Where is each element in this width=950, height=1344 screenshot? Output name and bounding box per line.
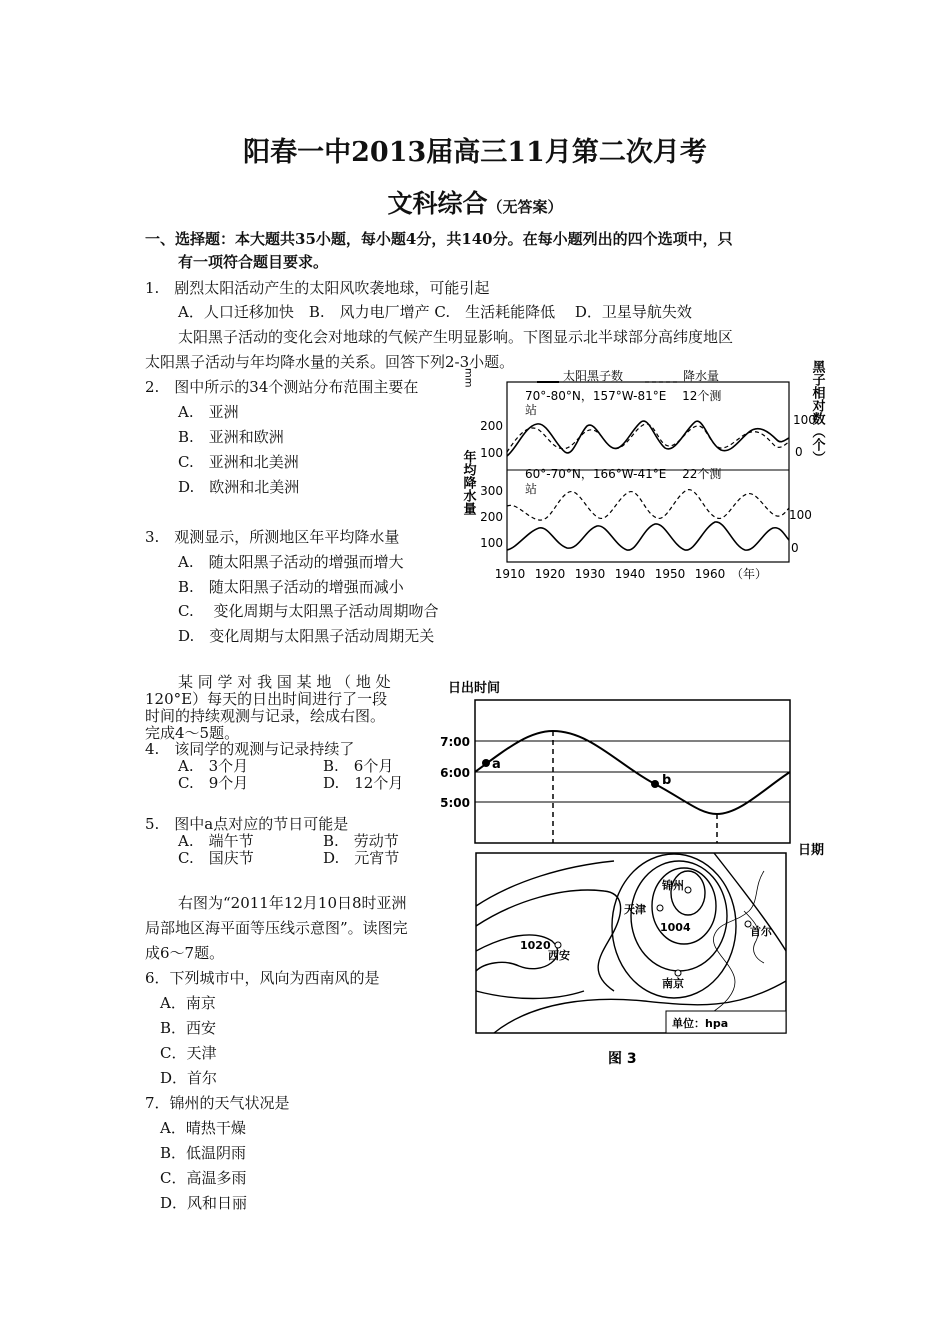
q4-option-b: B. 6个月 xyxy=(323,757,394,775)
fig1-tick-l2-300: 300 xyxy=(480,484,503,498)
q6-stem: 6．下列城市中，风向为西南风的是 xyxy=(145,969,380,987)
q2-option-a: A. 亚洲 xyxy=(178,403,239,421)
fig3-city-jinzhou: 锦州 xyxy=(662,879,684,892)
fig2-ytick-7: 7:00 xyxy=(440,735,470,749)
fig1-panel2-label2: 站 xyxy=(525,482,538,496)
fig3-coastline xyxy=(686,871,764,1033)
q2-stem: 2. 图中所示的34个测站分布范围主要在 xyxy=(145,378,419,396)
fig1-xtick-1930: 1930 xyxy=(574,567,606,581)
page-subtitle xyxy=(0,184,950,220)
fig2-title: 日出时间 xyxy=(448,681,501,696)
fig1-precip-curve-top xyxy=(507,424,789,452)
q1-stem: 1. 剧烈太阳活动产生的太阳风吹袭地球，可能引起 xyxy=(145,279,490,297)
q5-option-a: A. 端午节 xyxy=(178,832,254,850)
intro-6-7-line1: 右图为“2011年12月10日8时亚洲 xyxy=(178,894,407,912)
fig1-tick-l1-100: 100 xyxy=(480,446,503,460)
intro-4-5-line3: 时间的持续观测与记录，绘成右图。 xyxy=(145,707,386,725)
fig2-ytick-6: 6:00 xyxy=(440,766,470,780)
q3-option-d: D. 变化周期与太阳黑子活动周期无关 xyxy=(178,627,435,645)
fig1-ylabel-left-unit: mm xyxy=(462,368,474,388)
fig1-panel2-label: 60°-70°N，166°W-41°E 22个测 xyxy=(525,467,722,481)
fig1-ylabel-left: 年均降水量 xyxy=(460,450,476,515)
q5-option-d: D. 元宵节 xyxy=(323,849,400,867)
section-heading-line2: 有一项符合题目要求。 xyxy=(178,253,329,271)
intro-4-5-line2: 120°E）每天的日出时间进行了一段 xyxy=(145,690,388,708)
q4-option-a: A. 3个月 xyxy=(178,757,249,775)
fig1-panel1-label: 70°-80°N，157°W-81°E 12个测 xyxy=(525,389,722,403)
fig1-tick-r2-0: 0 xyxy=(791,541,799,555)
intro-4-5-line1: 某 同 学 对 我 国 某 地 （ 地 处 xyxy=(178,673,391,691)
fig1-sunspot-curve-bottom xyxy=(507,522,789,550)
q5-option-c: C. 国庆节 xyxy=(178,849,254,867)
q2-option-d: D. 欧洲和北美洲 xyxy=(178,478,300,496)
q7-option-d: D．风和日丽 xyxy=(160,1194,248,1212)
fig1-x-unit: （年） xyxy=(731,567,768,581)
fig1-ylabel-right: 黑子相对数（个） xyxy=(809,360,825,464)
fig1-xtick-1910: 1910 xyxy=(494,567,526,581)
intro-2-3-line2: 太阳黑子活动与年均降水量的关系。回答下列2-3小题。 xyxy=(145,353,515,371)
intro-6-7-line3: 成6～7题。 xyxy=(145,944,225,962)
fig3-city-tianjin: 天津 xyxy=(624,903,646,916)
q7-option-b: B．低温阴雨 xyxy=(160,1144,247,1162)
fig3-city-jinzhou-dot xyxy=(685,887,691,893)
q4-option-c: C. 9个月 xyxy=(178,774,249,792)
q6-option-b: B．西安 xyxy=(160,1019,217,1037)
fig2-point-a xyxy=(482,759,490,767)
q3-option-a: A. 随太阳黑子活动的增强而增大 xyxy=(178,553,404,571)
fig1-tick-l1-200: 200 xyxy=(480,419,503,433)
q5-stem: 5. 图中a点对应的节日可能是 xyxy=(145,815,349,833)
q2-option-c: C. 亚洲和北美洲 xyxy=(178,453,299,471)
fig3-city-nanjing: 南京 xyxy=(662,977,684,990)
intro-2-3-line1: 太阳黑子活动的变化会对地球的气候产生明显影响。下图显示北半球部分高纬度地区 xyxy=(178,328,734,346)
intro-6-7-line2: 局部地区海平面等压线示意图”。读图完 xyxy=(145,919,408,937)
sunspot-precipitation-figure xyxy=(455,360,835,590)
fig3-isobar xyxy=(476,861,614,906)
fig1-legend-sunspot: 太阳黑子数 xyxy=(563,369,624,383)
fig1-tick-l2-200: 200 xyxy=(480,510,503,524)
intro-4-5-line4: 完成4～5题。 xyxy=(145,724,240,742)
fig1-tick-r1-100: 100 xyxy=(793,413,816,427)
fig1-tick-r1-0: 0 xyxy=(795,445,803,459)
q7-stem: 7．锦州的天气状况是 xyxy=(145,1094,290,1112)
fig1-tick-l2-100: 100 xyxy=(480,536,503,550)
fig3-isobar xyxy=(631,861,727,971)
fig1-sunspot-curve-top xyxy=(507,421,789,456)
fig1-xtick-1940: 1940 xyxy=(614,567,646,581)
q3-option-b: B. 随太阳黑子活动的增强而减小 xyxy=(178,578,404,596)
fig1-legend-precip: 降水量 xyxy=(683,369,720,383)
fig3-city-nanjing-dot xyxy=(675,970,681,976)
q4-stem: 4. 该同学的观测与记录持续了 xyxy=(145,740,355,758)
fig3-city-tianjin-dot xyxy=(657,905,663,911)
fig1-xtick-1960: 1960 xyxy=(694,567,726,581)
fig3-city-xian: 西安 xyxy=(548,949,570,962)
fig2-label-b: b xyxy=(662,773,672,788)
q6-option-a: A．南京 xyxy=(160,994,216,1012)
q5-option-b: B. 劳动节 xyxy=(323,832,399,850)
q6-option-c: C．天津 xyxy=(160,1044,217,1062)
q3-option-c: C. 变化周期与太阳黑子活动周期吻合 xyxy=(178,602,439,620)
fig3-value-1020: 1020 xyxy=(520,939,551,952)
fig2-label-a: a xyxy=(492,757,501,772)
fig3-isobar xyxy=(476,991,584,999)
sunrise-time-figure xyxy=(440,676,835,861)
q4-option-d: D. 12个月 xyxy=(323,774,404,792)
fig1-precip-curve-bottom xyxy=(507,490,789,521)
q2-option-b: B. 亚洲和欧洲 xyxy=(178,428,284,446)
fig1-tick-r2-100: 100 xyxy=(789,508,812,522)
fig1-panel1-label2: 站 xyxy=(525,403,538,417)
isobar-map-figure xyxy=(474,851,794,1076)
fig2-x-label: 日期 xyxy=(798,843,825,858)
fig3-city-seoul: 首尔 xyxy=(750,925,772,938)
fig1-xtick-1920: 1920 xyxy=(534,567,566,581)
fig3-unit: 单位：hpa xyxy=(672,1017,729,1030)
page-title: 阳春一中2013届高三11月第二次月考 xyxy=(243,137,707,168)
fig1-xtick-1950: 1950 xyxy=(654,567,686,581)
fig3-city-xian-dot xyxy=(555,942,561,948)
q3-stem: 3. 观测显示，所测地区年平均降水量 xyxy=(145,528,400,546)
q1-options: A．人口迁移加快 B. 风力电厂增产 C. 生活耗能降低 D．卫星导航失效 xyxy=(178,303,692,321)
fig3-value-1004: 1004 xyxy=(660,921,691,934)
fig3-caption: 图 3 xyxy=(608,1051,637,1067)
subtitle-note: （无答案） xyxy=(487,198,563,216)
fig2-point-b xyxy=(651,780,659,788)
fig2-ytick-5: 5:00 xyxy=(440,796,470,810)
q7-option-c: C．高温多雨 xyxy=(160,1169,247,1187)
q6-option-d: D．首尔 xyxy=(160,1069,218,1087)
subtitle-text: 文科综合 xyxy=(387,189,488,218)
q7-option-a: A．晴热干燥 xyxy=(160,1119,246,1137)
section-heading-line1: 一、选择题：本大题共35小题，每小题4分，共140分。在每小题列出的四个选项中，只 xyxy=(145,230,733,248)
